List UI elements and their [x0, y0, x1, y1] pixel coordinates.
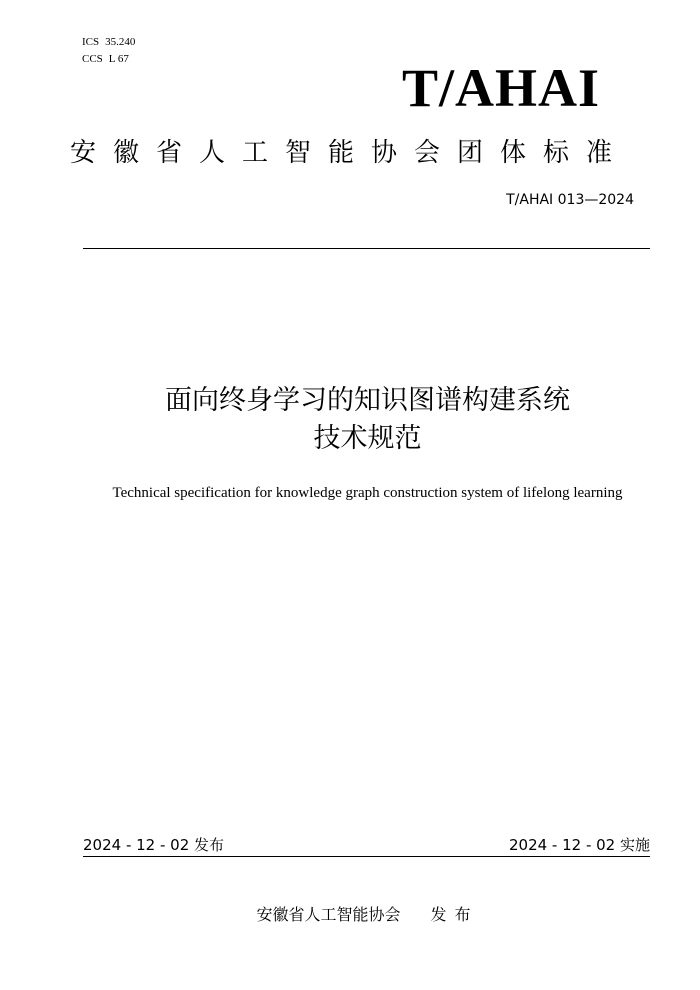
publish-action: 发布	[430, 905, 479, 924]
chinese-title-line-2: 技术规范	[313, 423, 422, 454]
ccs-label: CCS	[82, 53, 103, 65]
bottom-divider	[83, 856, 650, 857]
classification-codes	[82, 34, 135, 68]
publisher-line	[0, 904, 700, 926]
top-divider	[83, 248, 650, 249]
brand-mark: T/AHAI	[401, 58, 600, 118]
ics-row	[82, 34, 135, 51]
ics-value: 35.240	[105, 36, 136, 48]
ccs-value: L 67	[108, 53, 129, 65]
ics-label: ICS	[82, 36, 100, 48]
publisher-name: 安徽省人工智能协会	[256, 905, 401, 924]
ccs-row	[82, 51, 135, 68]
standard-type-heading: 安徽省人工智能协会团体标准	[70, 138, 630, 168]
issue-date: 2024 - 12 - 02 发布	[83, 836, 225, 854]
standard-number: T/AHAI 013—2024	[506, 192, 634, 208]
english-title: Technical specification for knowledge graph construction system of lifelong learning	[112, 485, 623, 501]
chinese-title-line-1: 面向终身学习的知识图谱构建系统	[165, 385, 570, 416]
chinese-title	[0, 382, 700, 458]
implementation-date: 2024 - 12 - 02 实施	[508, 836, 650, 854]
